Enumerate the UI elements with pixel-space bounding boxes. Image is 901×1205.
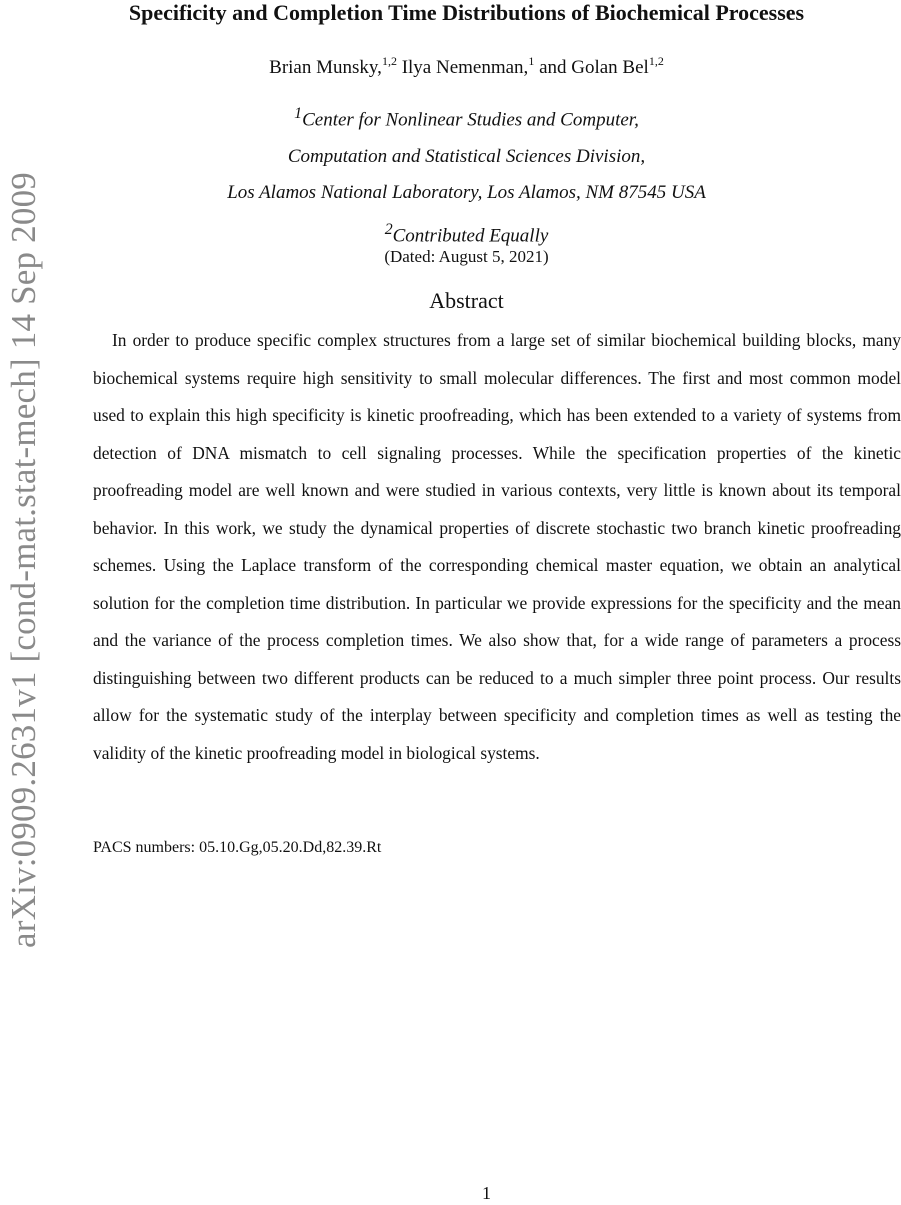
abstract-heading: Abstract [429,288,504,313]
author-name: Brian Munsky, [269,57,382,78]
arxiv-identifier-sidebar: arXiv:0909.2631v1 [cond-mat.stat-mech] 14 Sep 2009 [4,172,43,948]
pacs-numbers: PACS numbers: 05.10.Gg,05.20.Dd,82.39.Rt [93,839,382,856]
author-affiliation-marker: 1,2 [648,54,664,68]
affiliation-line [30,96,901,139]
affiliation-marker: 2 [384,220,393,238]
affiliation-line: Los Alamos National Laboratory, Los Alamos, NM 87545 USA [227,182,706,204]
page-number: 1 [482,1183,491,1203]
affiliation-marker: 1 [294,105,303,122]
date-line: (Dated: August 5, 2021) [384,247,549,266]
author-affiliation-marker: 1,2 [381,54,397,68]
affiliation-text: Center for Nonlinear Studies and Computer, [302,109,639,131]
paper-title: Specificity and Completion Time Distributions of Biochemical Processes [128,0,805,25]
author-connector: and [539,57,567,78]
affiliations [30,96,901,255]
author-name: Ilya Nemenman, [401,57,529,78]
author-list [30,56,901,80]
affiliation-text: Contributed Equally [392,225,549,247]
abstract-body: In order to produce specific complex structures from a large set of similar biochemical building blocks, many biochemical systems require high sensitivity to small molecular differences. The first and most common model used to explain this high specificity is kinetic proofreading, which has been extended to a variety of systems from detection of DNA mismatch to cell signaling processes. While the specification properties of the kinetic proofreading model are well known and were studied in various contexts, very little is known about its temporal behavior. In this work, we study the dynamical properties of discrete stochastic two branch kinetic proofreading schemes. Using the Laplace transform of the corresponding chemical master equation, we obtain an analytical solution for the completion time distribution. In particular we provide expressions for the specificity and the mean and the variance of the process completion times. We also show that, for a wide range of parameters a process distinguishing between two different products can be reduced to a much simpler three point process. Our results allow for the systematic study of the interplay between specificity and completion times as well as testing the validity of the kinetic proofreading model in biological systems. [93,330,901,763]
author-affiliation-marker: 1 [528,54,535,68]
affiliation-line: Computation and Statistical Sciences Division, [287,145,646,167]
author-name: Golan Bel [571,57,649,78]
